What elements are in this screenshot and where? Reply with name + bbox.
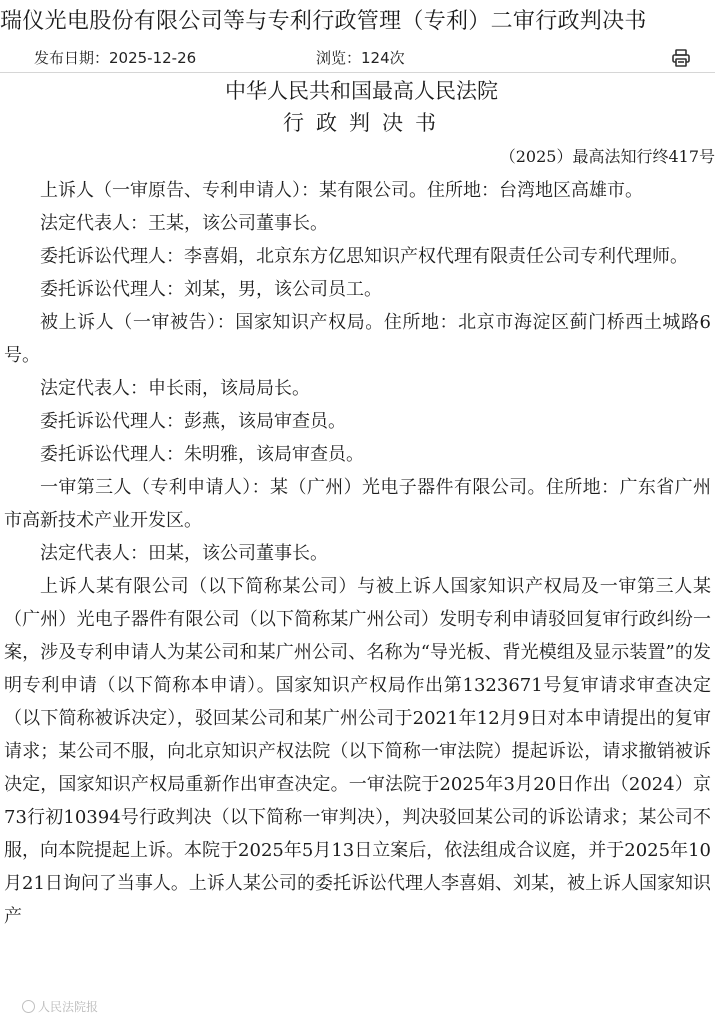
paragraph-third-party-representative: 法定代表人：田某，该公司董事长。 xyxy=(40,543,328,564)
paragraph-appellant-agent-2: 委托诉讼代理人：刘某，男，该公司员工。 xyxy=(40,279,382,300)
paragraph-appellee-agent-2: 委托诉讼代理人：朱明雅，该局审查员。 xyxy=(40,444,364,465)
page-title: 瑞仪光电股份有限公司等与专利行政管理（专利）二审行政判决书 xyxy=(0,9,647,34)
judgment-document xyxy=(0,76,715,933)
paragraph-appellant-representative: 法定代表人：王某，该公司董事长。 xyxy=(40,213,328,234)
printer-icon[interactable] xyxy=(671,48,691,68)
paragraph-appellee-agent-1: 委托诉讼代理人：彭燕，该局审查员。 xyxy=(40,411,346,432)
document-body xyxy=(0,174,715,933)
paragraph-appellant: 上诉人（一审原告、专利申请人）：某有限公司。住所地：台湾地区高雄市。 xyxy=(40,180,643,201)
paragraph-case-summary: 上诉人某有限公司（以下简称某公司）与被上诉人国家知识产权局及一审第三人某（广州）光电子器件有限公司（以下简称某广州公司）发明专利申请驳回复审行政纠纷一案，涉及专利申请人为某公司和某广州公司、名称为“导光板、背光模组及显示装置”的发明专利申请（以下简称本申请）。国家知识产权局作出第1323671号复审请求审查决定（以下简称被诉决定），驳回某公司和某广州公司于2021年12月9日对本申请提出的复审请求；某公司不服，向北京知识产权法院（以下简称一审法院）提起诉讼，请求撤销被诉决定，国家知识产权局重新作出审查决定。一审法院于2025年3月20日作出（2024）京73行初10394号行政判决（以下简称一审判决），判决驳回某公司的诉讼请求；某公司不服，向本院提起上诉。本院于2025年5月13日立案后，依法组成合议庭，并于2025年10月21日询问了当事人。上诉人某公司的委托诉讼代理人李喜娟、刘某，被上诉人国家知识产 xyxy=(4,576,711,927)
paragraph-appellee: 被上诉人（一审被告）：国家知识产权局。住所地：北京市海淀区蓟门桥西土城路6号。 xyxy=(4,312,711,366)
publish-date: 发布日期：2025-12-26 xyxy=(34,49,197,67)
paragraph-appellee-representative: 法定代表人：申长雨，该局局长。 xyxy=(40,378,310,399)
header-divider xyxy=(0,72,715,73)
paragraph-third-party: 一审第三人（专利申请人）：某（广州）光电子器件有限公司。住所地：广东省广州市高新技术产业开发区。 xyxy=(4,477,711,531)
view-count: 浏览：124次 xyxy=(316,49,405,67)
court-name: 中华人民共和国最高人民法院 xyxy=(225,79,498,103)
watermark-text: 人民法院报 xyxy=(38,1000,99,1014)
document-type: 行政判决书 xyxy=(283,111,448,135)
watermark-logo-icon xyxy=(22,1000,35,1013)
case-number: （2025）最高法知行终417号 xyxy=(499,147,715,166)
watermark xyxy=(22,998,98,1015)
paragraph-appellant-agent-1: 委托诉讼代理人：李喜娟，北京东方亿思知识产权代理有限责任公司专利代理师。 xyxy=(40,246,688,267)
